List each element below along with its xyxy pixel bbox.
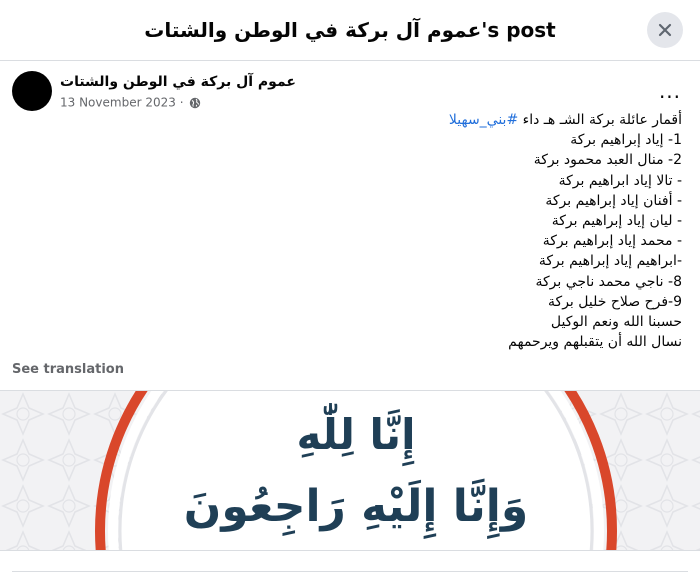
dialog-header <box>0 0 700 61</box>
close-icon <box>657 22 673 38</box>
post-text-line: - ليان إياد إبراهيم بركة <box>551 213 682 230</box>
post-text-line: - محمد إياد إبراهيم بركة <box>542 233 682 250</box>
globe-icon[interactable] <box>189 97 201 109</box>
post-text-line: 1- إياد إبراهيم بركة <box>570 132 682 149</box>
post-text-line: نسال الله أن يتقبلهم ويرحمهم <box>508 334 682 351</box>
post-text-line: - أفنان إياد إبراهيم بركة <box>545 192 682 209</box>
post-text-line: 8- ناجي محمد ناجي بركة <box>535 273 682 290</box>
hashtag-link[interactable]: #بني_سهيلا <box>448 112 519 128</box>
see-translation-link[interactable]: See translation <box>12 362 124 377</box>
post-image[interactable] <box>0 390 700 551</box>
post-text-line: - تالا إياد ابراهيم بركة <box>558 172 682 189</box>
post-text-line <box>42 110 682 130</box>
post-footer <box>0 551 700 577</box>
post-author[interactable]: عموم آل بركة في الوطن والشتات <box>60 74 296 90</box>
post-text <box>42 110 682 352</box>
post-text-line: 2- منال العبد محمود بركة <box>533 152 682 169</box>
post-meta <box>60 94 201 111</box>
meta-separator: · <box>179 95 184 110</box>
dialog-title: عموم آل بركة في الوطن والشتات's post <box>144 18 556 42</box>
post-text-line: حسبنا الله ونعم الوكيل <box>550 314 682 331</box>
avatar[interactable] <box>12 71 52 111</box>
post-text-line: -ابراهيم إياد إبراهيم بركة <box>538 253 682 270</box>
more-options-button[interactable] <box>652 73 688 109</box>
divider <box>12 571 688 572</box>
close-button[interactable] <box>647 12 683 48</box>
image-text-line1: إِنَّا لِلّٰهِ <box>296 410 416 459</box>
condolence-image <box>0 391 700 551</box>
image-text-line2: وَإِنَّا إِلَيْهِ رَاجِعُونَ <box>183 481 529 532</box>
post-date[interactable]: 13 November 2023 <box>60 95 176 110</box>
more-options-icon: ... <box>658 79 682 103</box>
post-text-prefix: أقمار عائلة بركة الشـ هـ داء <box>518 112 682 128</box>
post-text-line: 9-فرح صلاح خليل بركة <box>548 293 682 310</box>
